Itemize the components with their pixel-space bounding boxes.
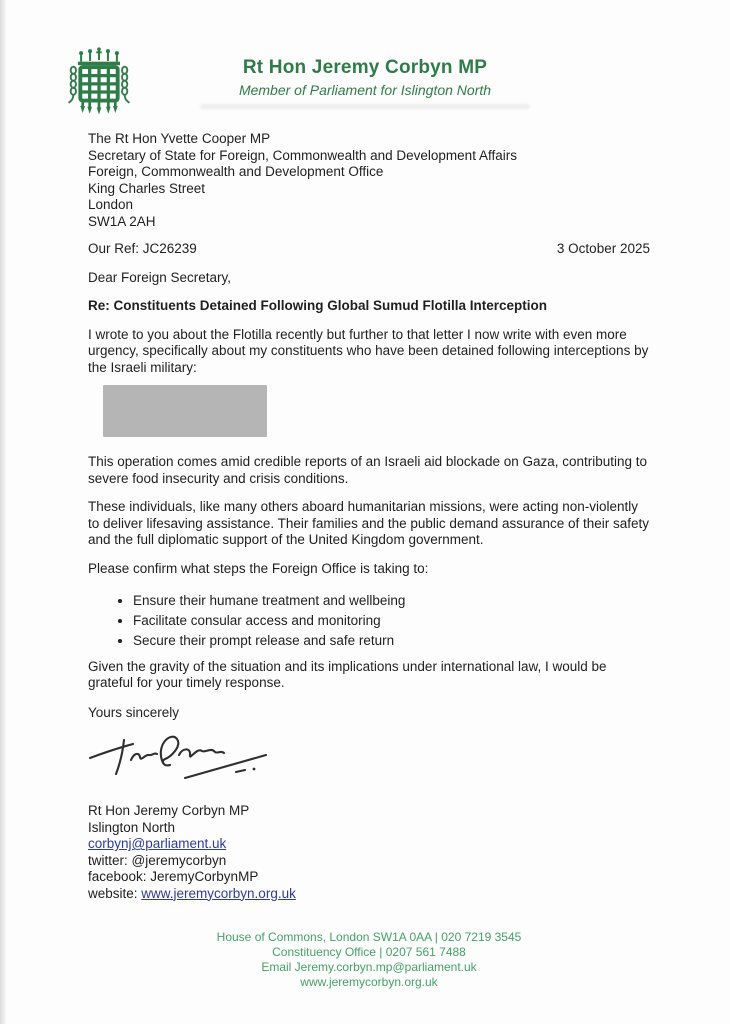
letter-body — [88, 131, 650, 990]
sender-website-row — [88, 886, 650, 903]
recipient-address-line: Foreign, Commonwealth and Development Office — [88, 164, 384, 179]
recipient-address-line: SW1A 2AH — [88, 213, 156, 229]
footer-contact-block — [88, 930, 650, 990]
sender-name: Rt Hon Jeremy Corbyn MP — [88, 803, 250, 818]
salutation: Dear Foreign Secretary, — [88, 269, 232, 285]
letterhead — [0, 44, 730, 130]
recipient-address-line: King Charles Street — [88, 180, 206, 196]
body-paragraph-1: I wrote to you about the Flotilla recently but further to that letter I now write with even more urgency, specifically about my constituents who have been detained following interceptions by the Israeli military: — [88, 326, 649, 375]
footer-email: Email Jeremy.corbyn.mp@parliament.uk — [261, 960, 477, 974]
sender-constituency: Islington North — [88, 819, 176, 835]
sender-website-label: website: — [88, 885, 142, 901]
sender-block — [88, 803, 650, 902]
body-paragraph-5: Given the gravity of the situation and its implications under international law, I would be grateful for your timely response. — [88, 658, 607, 690]
bullet-item: • Facilitate consular access and monitoring — [133, 613, 650, 630]
signature-image — [86, 727, 281, 785]
footer-website: www.jeremycorbyn.org.uk — [300, 975, 438, 989]
demands-bullet-list — [88, 593, 650, 650]
body-paragraph-2: This operation comes amid credible reports of an Israeli aid blockade on Gaza, contributing to severe food insecurity and crisis conditions. — [88, 454, 648, 486]
letterhead-name: Rt Hon Jeremy Corbyn MP — [242, 57, 488, 78]
body-paragraph-4: Please confirm what steps the Foreign Office is taking to: — [88, 560, 429, 576]
sender-website-link[interactable]: www.jeremycorbyn.org.uk — [141, 885, 296, 901]
sender-twitter: twitter: @jeremycorbyn — [88, 852, 227, 868]
letter-date: 3 October 2025 — [556, 241, 650, 256]
redacted-content-block — [103, 385, 267, 437]
reference-row — [88, 241, 650, 258]
footer-address-phone: House of Commons, London SW1A 0AA | 020 7219 3545 — [216, 930, 522, 944]
subject-line: Re: Constituents Detained Following Global Sumud Flotilla Interception — [88, 298, 548, 313]
parliament-portcullis-icon — [64, 44, 134, 126]
sender-facebook: facebook: JeremyCorbynMP — [88, 869, 259, 884]
recipient-address — [88, 131, 650, 230]
recipient-address-line: The Rt Hon Yvette Cooper MP — [88, 131, 271, 146]
letterhead-divider — [200, 104, 530, 109]
bullet-item: • Secure their prompt release and safe return — [133, 633, 650, 650]
recipient-address-line: London — [88, 197, 134, 212]
closing-valediction: Yours sincerely — [88, 704, 180, 720]
footer-constituency-phone: Constituency Office | 0207 561 7488 — [272, 945, 466, 959]
bullet-item: • Ensure their humane treatment and wellbeing — [133, 593, 650, 610]
sender-email-link[interactable]: corbynj@parliament.uk — [88, 836, 227, 851]
letterhead-subtitle: Member of Parliament for Islington North — [238, 82, 492, 98]
reference-number: Our Ref: JC26239 — [88, 241, 197, 256]
body-paragraph-3: These individuals, like many others aboard humanitarian missions, were acting non-violently to deliver lifesaving assistance. Their families and the public demand assurance of their safety and the full diplomatic support of the United Kingdom government. — [88, 499, 650, 547]
recipient-address-line: Secretary of State for Foreign, Commonwealth and Development Affairs — [88, 147, 517, 163]
